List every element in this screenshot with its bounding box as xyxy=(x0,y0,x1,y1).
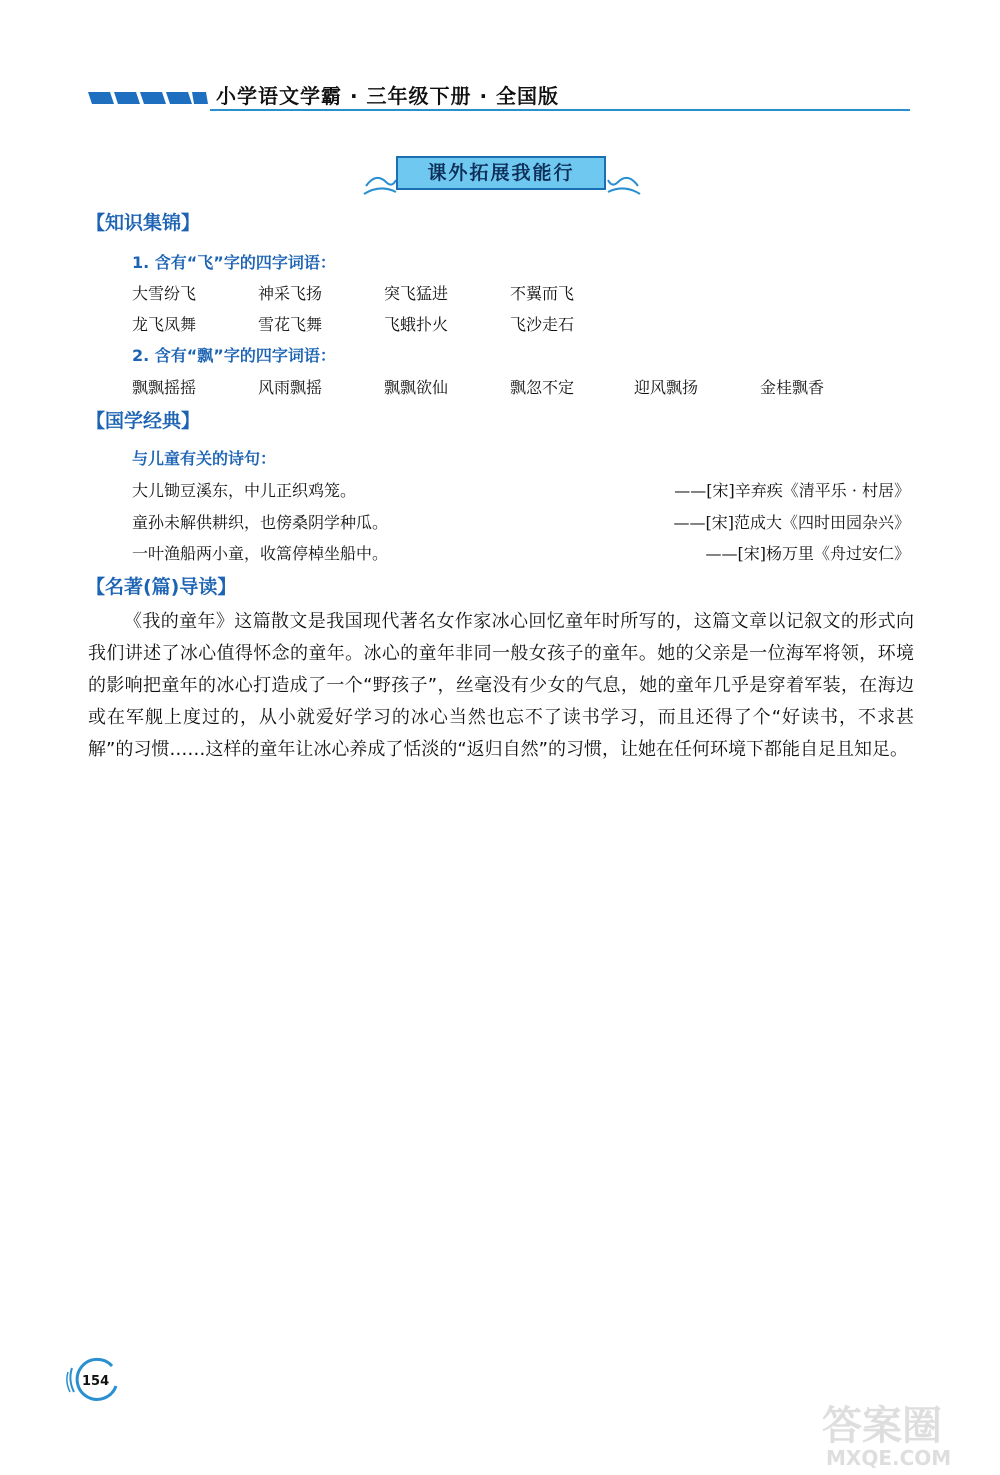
word-item: 神采飞扬 xyxy=(258,284,323,303)
book-title: 小学语文学霸 · 三年级下册 · 全国版 xyxy=(216,84,560,108)
word-item: 风雨飘摇 xyxy=(258,378,323,397)
word-item: 飘飘欲仙 xyxy=(384,378,449,397)
svg-text:MXQE.COM: MXQE.COM xyxy=(826,1446,952,1470)
subsection-title-fei: 1. 含有“飞”字的四字词语： xyxy=(132,253,336,272)
word-item: 龙飞凤舞 xyxy=(132,315,197,334)
word-item: 不翼而飞 xyxy=(510,284,575,303)
poem-line: 一叶渔船两小童，收篙停棹坐船中。 xyxy=(132,544,389,563)
section-title-classics: 【国学经典】 xyxy=(86,410,201,432)
section-title-knowledge: 【知识集锦】 xyxy=(86,212,201,234)
word-item: 迎风飘扬 xyxy=(634,378,699,397)
subsection-title-piao: 2. 含有“飘”字的四字词语： xyxy=(132,346,336,365)
section-title-reading-guide: 【名著(篇)导读】 xyxy=(86,576,237,598)
svg-text:答案圈: 答案圈 xyxy=(822,1403,942,1449)
word-item: 飞沙走石 xyxy=(510,315,575,334)
poem-source: ——[宋]范成大《四时田园杂兴》 xyxy=(673,513,910,532)
poem-source: ——[宋]辛弃疾《清平乐 · 村居》 xyxy=(674,481,910,500)
banner-label: 课外拓展我能行 xyxy=(427,162,575,184)
header-stripes-decoration xyxy=(88,90,208,106)
word-item: 大雪纷飞 xyxy=(132,284,197,303)
word-item: 飘忽不定 xyxy=(510,378,575,397)
word-item: 雪花飞舞 xyxy=(258,315,323,334)
running-header xyxy=(88,78,913,118)
subsection-title-poems: 与儿童有关的诗句： xyxy=(132,449,277,468)
poem-line: 大儿锄豆溪东，中儿正织鸡笼。 xyxy=(132,481,357,500)
poem-source: ——[宋]杨万里《舟过安仁》 xyxy=(705,544,910,563)
page-number: 154 xyxy=(82,1374,110,1389)
section-banner xyxy=(362,150,642,200)
word-item: 飞蛾扑火 xyxy=(384,315,449,334)
watermark-logo xyxy=(820,1395,990,1470)
header-rule xyxy=(210,109,910,111)
poem-line: 童孙未解供耕织，也傍桑阴学种瓜。 xyxy=(132,513,389,532)
word-item: 飘飘摇摇 xyxy=(132,378,197,397)
word-item: 金桂飘香 xyxy=(760,378,825,397)
reading-guide-paragraph: 《我的童年》这篇散文是我国现代著名女作家冰心回忆童年时所写的，这篇文章以记叙文的形式向我们讲述了冰心值得怀念的童年。冰心的童年非同一般女孩子的童年。她的父亲是一位海军将领，环境的影响把童年的冰心打造成了一个“野孩子”，丝毫没有少女的气息，她的童年几乎是穿着军装，在海边或在军舰上度过的，从小就爱好学习的冰心当然也忘不了读书学习，而且还得了个“好读书，不求甚解”的习惯……这样的童年让冰心养成了恬淡的“返归自然”的习惯，让她在任何环境下都能自足且知足。 xyxy=(88,611,914,760)
word-item: 突飞猛进 xyxy=(384,284,449,303)
